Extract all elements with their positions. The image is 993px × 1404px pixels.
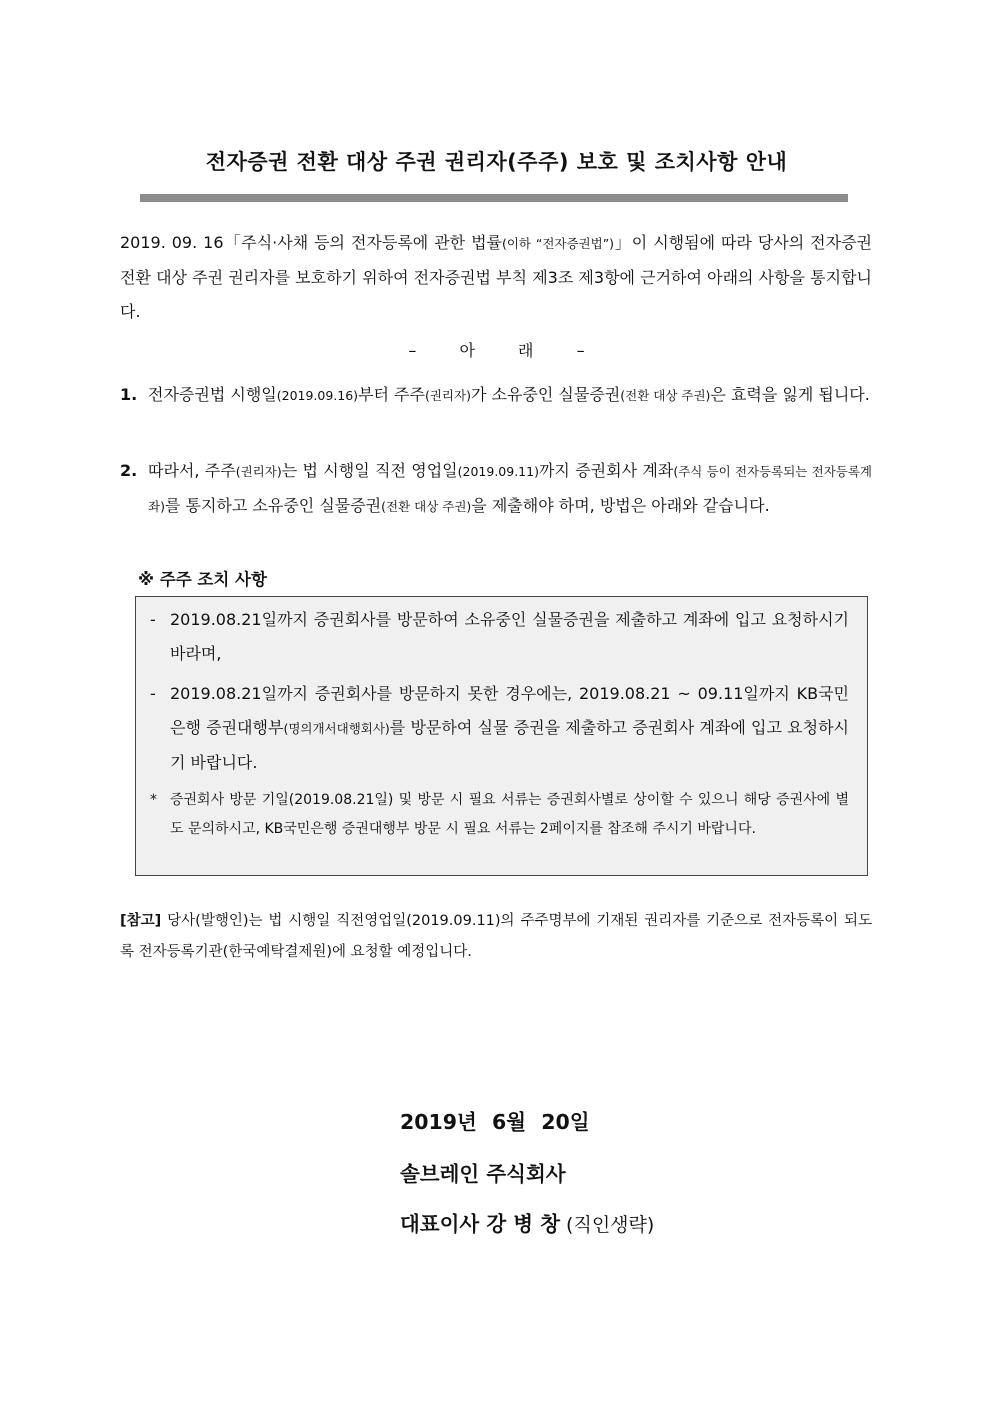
list-item-text: 가 소유중인 실물증권 xyxy=(470,385,621,404)
list-item-2 xyxy=(120,454,872,524)
list-item-text: 를 통지하고 소유중인 실물증권 xyxy=(164,496,382,515)
intro-text-1: 2019. 09. 16「주식·사채 등의 전자등록에 관한 법률 xyxy=(120,233,502,252)
bullet-mark: - xyxy=(150,610,156,629)
intro-paragraph xyxy=(120,226,872,329)
list-item-number: 2. xyxy=(120,461,138,480)
notice-bullet-2 xyxy=(150,677,849,780)
notice-bullet-text: 2019.08.21일까지 증권회사를 방문하여 소유중인 실물증권을 제출하고 계좌에 입고 요청하시기 바라며, xyxy=(170,610,849,663)
list-item-text: 은 효력을 잃게 됩니다. xyxy=(710,385,870,404)
reference-text: 당사(발행인)는 법 시행일 직전영업일(2019.09.11)의 주주명부에 기재된 권리자를 기준으로 전자등록이 되도록 전자등록기관(한국예탁결제원)에 요청할 예정입니다. xyxy=(120,913,872,960)
ceo-name: 대표이사 강 병 창 xyxy=(400,1212,561,1236)
notice-heading: ※ 주주 조치 사항 xyxy=(138,570,267,589)
list-item-note: (권리자) xyxy=(235,464,282,479)
bullet-mark: - xyxy=(150,684,156,703)
asterisk-mark: * xyxy=(150,792,157,808)
list-item-text: 는 법 시행일 직전 영업일 xyxy=(281,461,458,480)
notice-footnote-text: 증권회사 방문 기일(2019.08.21일) 및 방문 시 필요 서류는 증권회사별로 상이할 수 있으니 해당 증권사에 별도 문의하시고, KB국민은행 증권대행부 방문 시 필요 서류는 2페이지를 참조해 주시기 바랍니다. xyxy=(170,792,849,837)
intro-text-2: 」이 시행됨에 따라 당사의 전자증권 전환 대상 주권 권리자를 보호하기 위하여 전자증권법 부칙 제3조 제3항에 근거하여 아래의 사항을 통지합니다. xyxy=(120,233,872,321)
signature-company: 솔브레인 주식회사 xyxy=(400,1162,566,1186)
list-item-note: (권리자) xyxy=(424,388,471,403)
seal-note: (직인생략) xyxy=(566,1214,655,1236)
notice-bullet-text: 를 방문하여 실물 증권을 제출하고 증권회사 계좌에 입고 요청하시기 바랍니다. xyxy=(170,718,849,772)
list-item-note: (전환 대상 주권) xyxy=(381,499,472,514)
list-item-note: (주식 등이 전자등록되는 전자등록계좌) xyxy=(148,464,873,514)
document-title: 전자증권 전환 대상 주권 권리자(주주) 보호 및 조치사항 안내 xyxy=(205,150,788,174)
list-item-text: 까지 증권회사 계좌 xyxy=(538,461,674,480)
title-divider xyxy=(140,194,848,202)
reference-paragraph xyxy=(120,906,872,968)
list-item-text: 따라서, 주주 xyxy=(148,461,236,480)
list-item-note: (전환 대상 주권) xyxy=(620,388,711,403)
signature-ceo xyxy=(400,1207,654,1237)
notice-box xyxy=(135,596,868,876)
list-item-1 xyxy=(120,378,872,413)
list-item-number: 1. xyxy=(120,385,138,404)
notice-bullet-note: (명의개서대행회사) xyxy=(283,721,390,736)
list-item-text: 부터 주주 xyxy=(358,385,425,404)
list-item-note: (2019.09.16) xyxy=(276,388,359,403)
intro-text-abbrev: (이하 “전자증권법”) xyxy=(501,236,615,251)
list-item-text: 전자증권법 시행일 xyxy=(148,385,277,404)
signature-date: 2019년 6월 20일 xyxy=(400,1110,590,1134)
notice-bullet-text: 2019.08.21일까지 증권회사를 방문하지 못한 경우에는, 2019.08.21 ~ 09.11일까지 KB국민은행 증권대행부 xyxy=(170,684,849,737)
list-item-text: 을 제출해야 하며, 방법은 아래와 같습니다. xyxy=(471,496,770,515)
reference-label: [참고] xyxy=(120,913,162,929)
notice-bullet-1 xyxy=(150,603,849,671)
notice-footnote xyxy=(150,786,849,844)
section-heading: – 아 래 – xyxy=(408,341,585,360)
list-item-note: (2019.09.11) xyxy=(457,464,539,479)
